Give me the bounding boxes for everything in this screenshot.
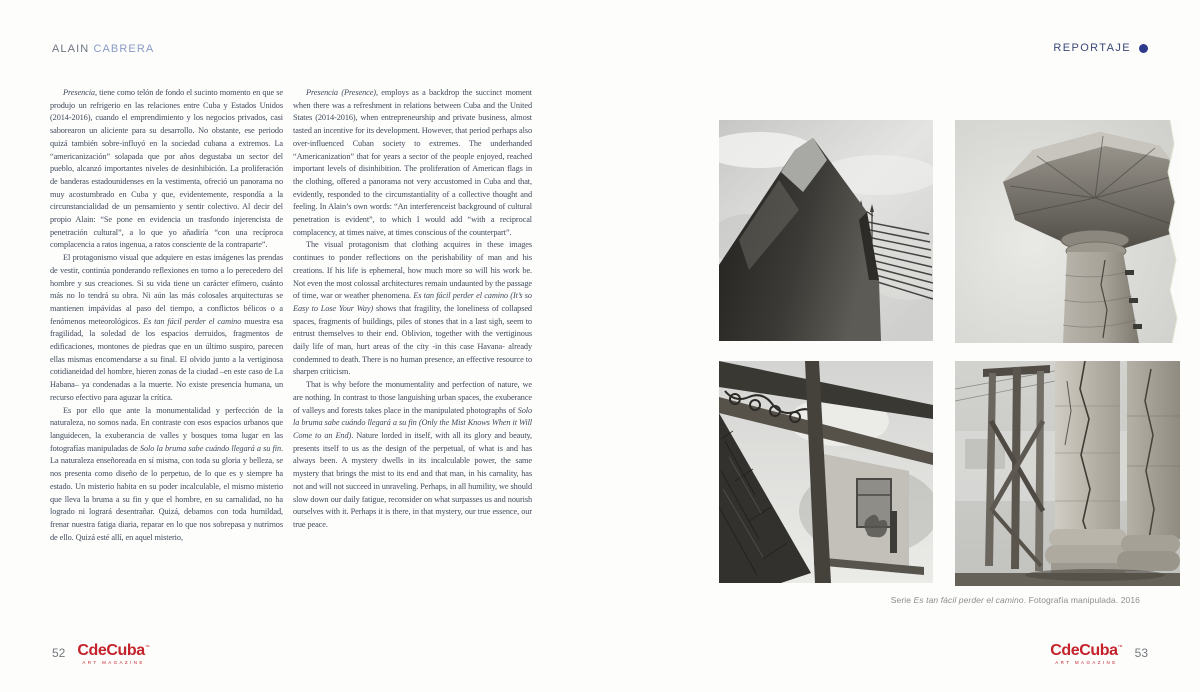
paragraph: That is why before the monumentality and perfection of nature, we are nothing. In contrast to those languishing urban spaces, the exuberance of valleys and forests takes place in the manipulated photographs of Solo la bruma sabe cuándo llegará a su fin (Only the Mist Knows When it Will Come to an End). Nature lorded in itself, with all its glory and beauty, presents itself to us as the design of the perpetual, of what is and has always been. A mystery dwells in its incalculable power, the same mystery that brings the mist to its end and that man, in his carnality, has not and will not succeed in unraveling. Perhaps, in all humility, we should slow down our daily fatigue, reconsider on what surpasses us and nourish ourselves with it. Perhaps it is there, in that mystery, our true essence, our true peace. xyxy=(293,380,532,529)
caption-series-title: Es tan fácil perder el camino xyxy=(913,595,1024,605)
author-first-name: ALAIN xyxy=(52,43,90,55)
photo-ruined-cornice xyxy=(719,120,933,341)
footer-right xyxy=(1050,643,1148,666)
section-dot-icon xyxy=(1139,44,1148,53)
magazine-logo-subtext: ART MAGAZINE xyxy=(82,660,145,665)
author-last-name: CABRERA xyxy=(93,43,155,55)
trademark-icon: ™ xyxy=(144,644,150,651)
caption-suffix: . Fotografía manipulada. 2016 xyxy=(1023,595,1140,605)
paragraph: El protagonismo visual que adquiere en estas imágenes las prendas de vestir, continúa ponderando reflexiones en torno a lo perecedero del hombre y sus creaciones. Si su vida tiene un carácter efímero, cuánto más no lo tendrá su obra. Ni aún las más colosales arquitecturas se mantienen impávidas al paso del tiempo, a conflictos bélicos o a fenómenos meteorológicos. Es tan fácil perder el camino muestra esa fragilidad, la soledad de los espacios derruidos, fragmentos de edificaciones, montones de piedras que en un último suspiro, parecen ellas mismas encomendarse a su final. El olvido junto a la vertiginosa cotidianeidad del hombre, hieren zonas de la ciudad –en este caso de La Habana– ya condenadas a la muerte. No existe presencia humana, un recurso efectivo para aguzar la crítica. xyxy=(50,253,283,402)
trademark-icon: ™ xyxy=(1117,644,1123,651)
author-name xyxy=(52,43,154,55)
series-caption xyxy=(891,595,1140,605)
magazine-logo-text: CdeCuba xyxy=(77,642,145,659)
paragraph: The visual protagonism that clothing acquires in these images continues to ponder reflections on the perishability of man and his creations. If his life is ephemeral, how much more so will his work be. Not even the most colossal architectures remain undaunted by the passage of time, war or weather phenomena. Es tan fácil perder el camino (It’s so Easy to Lose Your Way) shows that fragility, the loneliness of collapsed spaces, fragments of buildings, piles of stones that in a last sigh, seem to entrust themselves to their end. Oblivion, together with the vertiginous daily life of man, hurt areas of the city -in this case Havana- already condemned to death. There is no human presence, an effective resource to sharpen criticism. xyxy=(293,240,532,377)
english-text-column xyxy=(293,87,532,647)
photo-collapsed-interior xyxy=(719,361,933,583)
paragraph: Es por ello que ante la monumentalidad y perfección de la naturaleza, no somos nada. En contraste con esos espacios urbanos que languidecen, la exuberancia de valles y bosques toma lugar en las fotografías manipuladas de Solo la bruma sabe cuándo llegará a su fin. La naturaleza enseñoreada en sí misma, con toda su gloria y belleza, se nos presenta como diseño de lo perpetuo, de lo que es y siempre ha estado. Un misterio habita en su poder incalculable, el mismo misterio que lleva la bruma a su fin y que el hombre, en su carnalidad, no ha logrado ni logrará desentrañar. Quizá, debamos con toda humildad, frenar nuestra fatiga diaria, reparar en lo que nos sobrepasa y nutrirnos de ello. Quizá esté allí, en aquel misterio, xyxy=(50,405,283,542)
photo-ruined-cornice-image xyxy=(719,120,933,341)
photo-collapsed-interior-image xyxy=(719,361,933,583)
photo-cracked-columns xyxy=(955,361,1180,586)
paragraph: Presencia (Presence), employs as a backdrop the succinct moment when there was a refreshment in relations between Cuba and the United States (2014-2016), when entrepreneurship and private business, almost tasted an incentive for its development. However, that period perhaps also over-influenced Cuban society to extremes. The underhanded “Americanization” that for years a sector of the people enjoyed, reached important levels of disinhibition. The proliferation of American flags in the clothing, offered a panorama not very accustomed in Cuba and that, evidently, responded to the circumstantiality of a collective thought and feeling. In Alain’s own words: “An interferenceist background of cultural penetration is evident”, to which I would add “with a reciprocal complacency, at times naive, at times conscious of the counterpart”. xyxy=(293,88,532,237)
magazine-logo xyxy=(77,643,149,666)
section-title: REPORTAJE xyxy=(1053,42,1131,54)
photo-column-capital xyxy=(955,120,1180,343)
magazine-logo-subtext: ART MAGAZINE xyxy=(1055,660,1118,665)
footer-left xyxy=(52,643,150,666)
page-number-left: 52 xyxy=(52,646,66,660)
photo-column-capital-image xyxy=(955,120,1180,343)
magazine-logo xyxy=(1050,643,1122,666)
section-label xyxy=(1053,42,1148,54)
spanish-text-column xyxy=(50,87,283,647)
paragraph: Presencia, tiene como telón de fondo el sucinto momento en que se produjo un refrigerio en las relaciones entre Cuba y Estados Unidos (2014-2016), cuando el emprendimiento y los negocios privados, casi saborearon un aliciente para su desarrollo. No obstante, ese periodo quizá también sobre-influyó en la sociedad cubana a extremos. La “americanización” solapada que por años degustaba un sector del pueblo, alcanzó importantes niveles de desinhibición. La proliferación de banderas estadounidenses en la vestimenta, ofreció un panorama no muy acostumbrado en Cuba y que, evidentemente, respondía a la circunstancialidad de un pensamiento y sentir colectivo. Al decir del propio Alain: “Se pone en evidencia un trasfondo injerencista de penetración cultural”, a lo que yo añadiría “con una recíproca complacencia a ratos ingenua, a ratos consciente de la contraparte”. xyxy=(50,88,283,250)
photo-cracked-columns-image xyxy=(955,361,1180,586)
magazine-logo-text: CdeCuba xyxy=(1050,642,1118,659)
caption-prefix: Serie xyxy=(890,595,914,605)
page-number-right: 53 xyxy=(1134,646,1148,660)
